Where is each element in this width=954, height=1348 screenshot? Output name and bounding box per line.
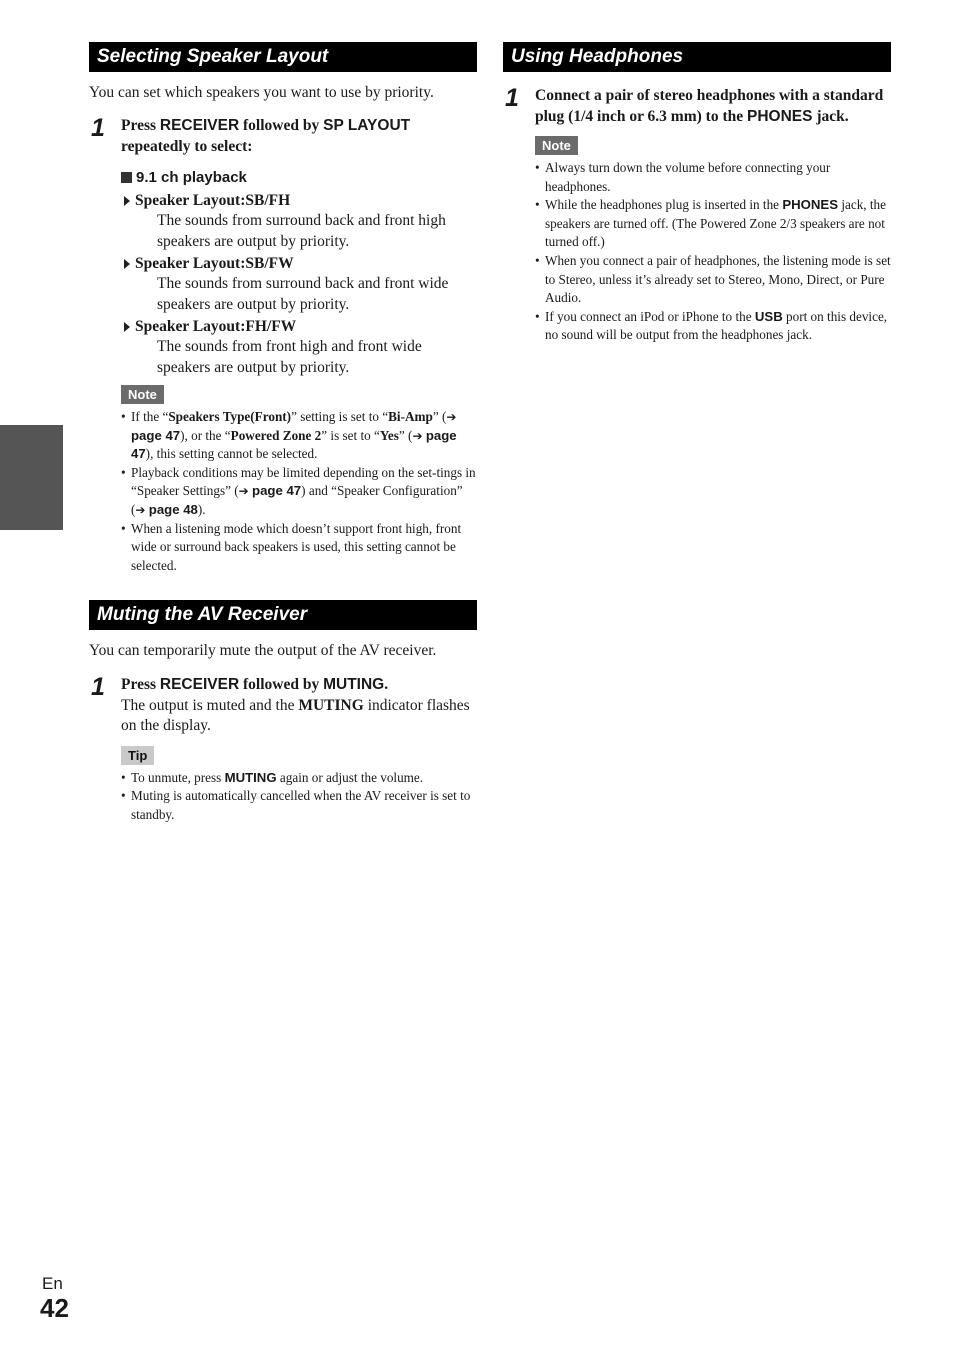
page-link[interactable]: page 47 [131,427,181,443]
speaker-step-1 [89,116,477,575]
triangle-bullet-icon [124,259,130,269]
muting-tips [121,769,477,825]
note-badge: Note [121,385,164,404]
option-description: The sounds from surround back and front high speakers are output by priority. [157,212,446,250]
page-link[interactable]: page 47 [252,483,302,499]
step-number: 1 [505,84,519,112]
triangle-bullet-icon [124,322,130,332]
step-number: 1 [91,114,105,142]
arrow-right-icon: ➔ [446,410,457,424]
note-item: • Playback conditions may be limited depending on the set-tings in “Speaker Settings” (➔ page 47) and “Speaker Configuration” (➔ page 48). [121,464,477,520]
option-title: Speaker Layout:SB/FW [135,255,294,272]
headphones-notes [535,159,891,345]
note-item: • When you connect a pair of headphones, the listening mode is set to Stereo, unless it’s already set to Stereo, Mono, Direct, or Pure Audio. [535,252,891,308]
receiver-key: RECEIVER [159,676,240,694]
note-item: • If the “Speakers Type(Front)” setting is set to “Bi-Amp” (➔ page 47), or the “Powered Zone 2” is set to “Yes” (➔ page 47), this setting cannot be selected. [121,408,477,464]
option-sb-fh [121,190,477,252]
note-badge: Note [535,136,578,155]
speaker-notes [121,408,477,575]
note-item: • When a listening mode which doesn’t support front high, front wide or surround back speakers is used, this setting cannot be selected. [121,520,477,576]
note-item: • While the headphones plug is inserted in the PHONES jack, the speakers are turned off. (The Powered Zone 2/3 speakers are not turned off.) [535,196,891,252]
page-number: 42 [40,1293,69,1323]
section-title-muting: Muting the AV Receiver [89,600,477,630]
receiver-key: RECEIVER [159,117,240,134]
page-link[interactable]: page 48 [148,501,198,517]
arrow-right-icon: ➔ [412,428,423,443]
note-item: • Always turn down the volume before connecting your headphones. [535,159,891,196]
option-description: The sounds from surround back and front wide speakers are output by priority. [157,275,449,313]
tip-badge: Tip [121,746,154,765]
option-title: Speaker Layout:SB/FH [135,192,291,209]
phones-key: PHONES [746,107,813,125]
option-sb-fw [121,253,477,315]
muting-body: The output is muted and the MUTING indicator flashes on the display. [121,696,470,735]
playback-subhead: 9.1 ch playback [121,168,477,188]
language-label: En [42,1274,63,1293]
option-fh-fw [121,316,477,378]
triangle-bullet-icon [124,196,130,206]
speaker-step-text: Press RECEIVER followed by SP LAYOUT repeatedly to select: [121,117,411,155]
speaker-layout-intro: You can set which speakers you want to use by priority. [89,84,434,101]
headphones-step-text: Connect a pair of stereo headphones with a standard plug (1/4 inch or 6.3 mm) to the PHONES jack. [535,87,884,125]
tip-item: • To unmute, press MUTING again or adjust the volume. [121,769,477,788]
left-column [89,42,477,825]
muting-step-1 [89,675,477,824]
arrow-right-icon: ➔ [238,484,249,499]
right-column [503,42,891,345]
tip-item: • Muting is automatically cancelled when the AV receiver is set to standby. [121,787,477,824]
sp-layout-key: SP LAYOUT [323,117,411,134]
section-title-speaker-layout: Selecting Speaker Layout [89,42,477,72]
step-number: 1 [91,673,105,702]
note-item: • If you connect an iPod or iPhone to the USB port on this device, no sound will be output from the headphones jack. [535,308,891,345]
muting-step-text: Press RECEIVER followed by MUTING. [121,676,389,694]
option-description: The sounds from front high and front wide speakers are output by priority. [157,338,422,376]
square-bullet-icon [121,172,132,183]
page-link[interactable]: page 47 [131,427,457,462]
muting-intro: You can temporarily mute the output of the AV receiver. [89,642,437,660]
muting-key: MUTING [323,676,385,694]
section-title-headphones: Using Headphones [503,42,891,72]
option-title: Speaker Layout:FH/FW [135,318,297,335]
chapter-side-tab [0,425,63,530]
headphones-step-1 [503,86,891,345]
arrow-right-icon: ➔ [135,502,146,517]
